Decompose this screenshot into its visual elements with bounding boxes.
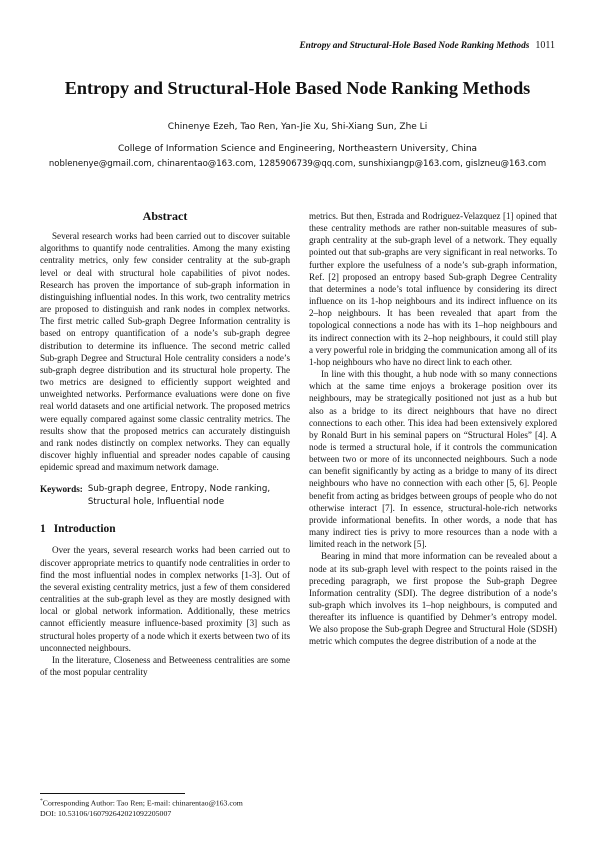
running-head	[299, 40, 555, 51]
intro-paragraph-2-cont: metrics. But then, Estrada and Rodriguez-Velazquez [1] opined that these centrality methods are rather non-suitable measures of sub-graph centrality at the sub-graph level of a network. They equally pointed out that sub-graphs are very significant in real networks. To further explore the usefulness of a node’s sub-graph information, Ref. [2] proposed an entropy based Sub-graph Degree Centrality that determines a node’s total influence by considering its direct influence on its 1-hop neighbours and its indirect influence on its 2–hop neighbours. It has been revealed that apart from the topological connections a node has with its 1–hop neighbours and its indirect connection with its 2–hop neighbours, it could still play a very powerful role in bridging the communication among all of its 1-hop neighbours who have no direct link to each other.	[309, 211, 557, 367]
corresponding-author-text: Corresponding Author: Tao Ren; E-mail: chinarentao@163.com	[42, 798, 243, 808]
footnote	[40, 796, 340, 819]
section-title: Introduction	[53, 523, 116, 536]
doi: DOI: 10.53106/160792642021092205007	[40, 808, 172, 818]
section-number: 1	[40, 523, 46, 536]
running-head-title: Entropy and Structural-Hole Based Node Ranking Methods	[299, 41, 530, 51]
page-number: 1011	[535, 40, 555, 51]
left-column	[40, 210, 290, 678]
intro-paragraph-4: Bearing in mind that more information can be revealed about a node at its sub-graph level with respect to the points raised in the preceding paragraph, we first propose the Sub-graph Degree Information centrality (SDI). The degree distribution of a node’s sub-graph which involves its 1–hop neighbours, is computed and thereafter its influence is quantified by Dehmer’s entropy model. We also propose the Sub-graph Degree and Structural Hole (SDSH) metric which computes the degree distribution of a node at the	[309, 551, 557, 647]
author-list: Chinenye Ezeh, Tao Ren, Yan-Jie Xu, Shi-Xiang Sun, Zhe Li	[167, 122, 428, 132]
keywords	[40, 483, 290, 509]
author-emails: noblenenye@gmail.com, chinarentao@163.com, 1285906739@qq.com, sunshixiangp@163.com, gislzneu@163.com	[48, 159, 547, 169]
keywords-text: Sub-graph degree, Entropy, Node ranking, Structural hole, Influential node	[87, 484, 271, 508]
intro-paragraph-2-lead: In the literature, Closeness and Betweeness centralities are some of the most popular centrality	[40, 654, 290, 677]
footnote-marker: *	[40, 798, 43, 804]
section-heading-introduction	[40, 523, 290, 535]
footnote-rule	[40, 793, 185, 794]
affiliation: College of Information Science and Engineering, Northeastern University, China	[117, 144, 478, 154]
abstract-heading: Abstract	[142, 209, 188, 223]
intro-paragraph-3: In line with this thought, a hub node with so many connections which at the same time enjoys a brokerage position over its neighbours, may be strategically positioned not just as a hub but also as a bridge to its direct neighbours that have no direct connections to each other. This idea had been extensively explored by Ronald Burt in his seminal papers on “Structural Holes” [4]. A node is termed a structural hole, if it controls the communication between two or more of its unconnected neighbours. Such a node can benefit significantly by acting as a bridge to many of its direct neighbours who have no connection with each other [5, 6]. People benefit from acting as bridges between groups of people who do not otherwise interact [7]. In essence, structural-hole-rich networks provide informational benefits. In other words, a node that has many indirect ties is privy to more resources than a node with a limited reach in the network [5].	[309, 369, 557, 550]
abstract-text: Several research works had been carried out to discover suitable algorithms to quantify node centralities. Among the many existing centrality metrics, only few consider centrality at the sub-graph level or deal with structural hole capabilities of pivot nodes. Research has proven the importance of sub-graph information in distinguishing influential nodes. In this work, two centrality metrics are proposed to distinguish and rank nodes in complex networks. The first metric called Sub-graph Degree Information centrality is based on entropy quantification of a node’s sub-graph degree distribution to determine its influence. The second metric called Sub-graph Degree and Structural Hole centrality considers a node’s sub-graph degree distribution and its structural hole property. The two metrics are designed to efficiently support weighted and unweighted networks. Performance evaluations were done on five real world datasets and one artificial network. The proposed metrics were equally compared against some classic centrality metrics. The results show that the proposed metrics can accurately distinguish and rank nodes distinctly on complex networks. They can equally discover highly influential and spreader nodes capable of causing epidemic spread and maximum network damage.	[40, 231, 290, 473]
paper-title: Entropy and Structural-Hole Based Node Ranking Methods	[64, 78, 531, 98]
right-column	[309, 210, 557, 648]
corresponding-author-note	[40, 796, 340, 809]
intro-paragraph-1: Over the years, several research works had been carried out to discover appropriate metrics to quantify node centralities in order to find the most influential nodes in complex networks [1-3]. Out of the several existing centrality metrics, just a few of them considered centralities at the sub-graph level as they are mostly designed with local or global network information. Additionally, these metrics cannot efficiently measure influence-based proximity [3] such as structural holes property of a node which it exerts between two of its unconnected neighbours.	[40, 545, 291, 653]
keywords-label: Keywords:	[40, 484, 83, 495]
